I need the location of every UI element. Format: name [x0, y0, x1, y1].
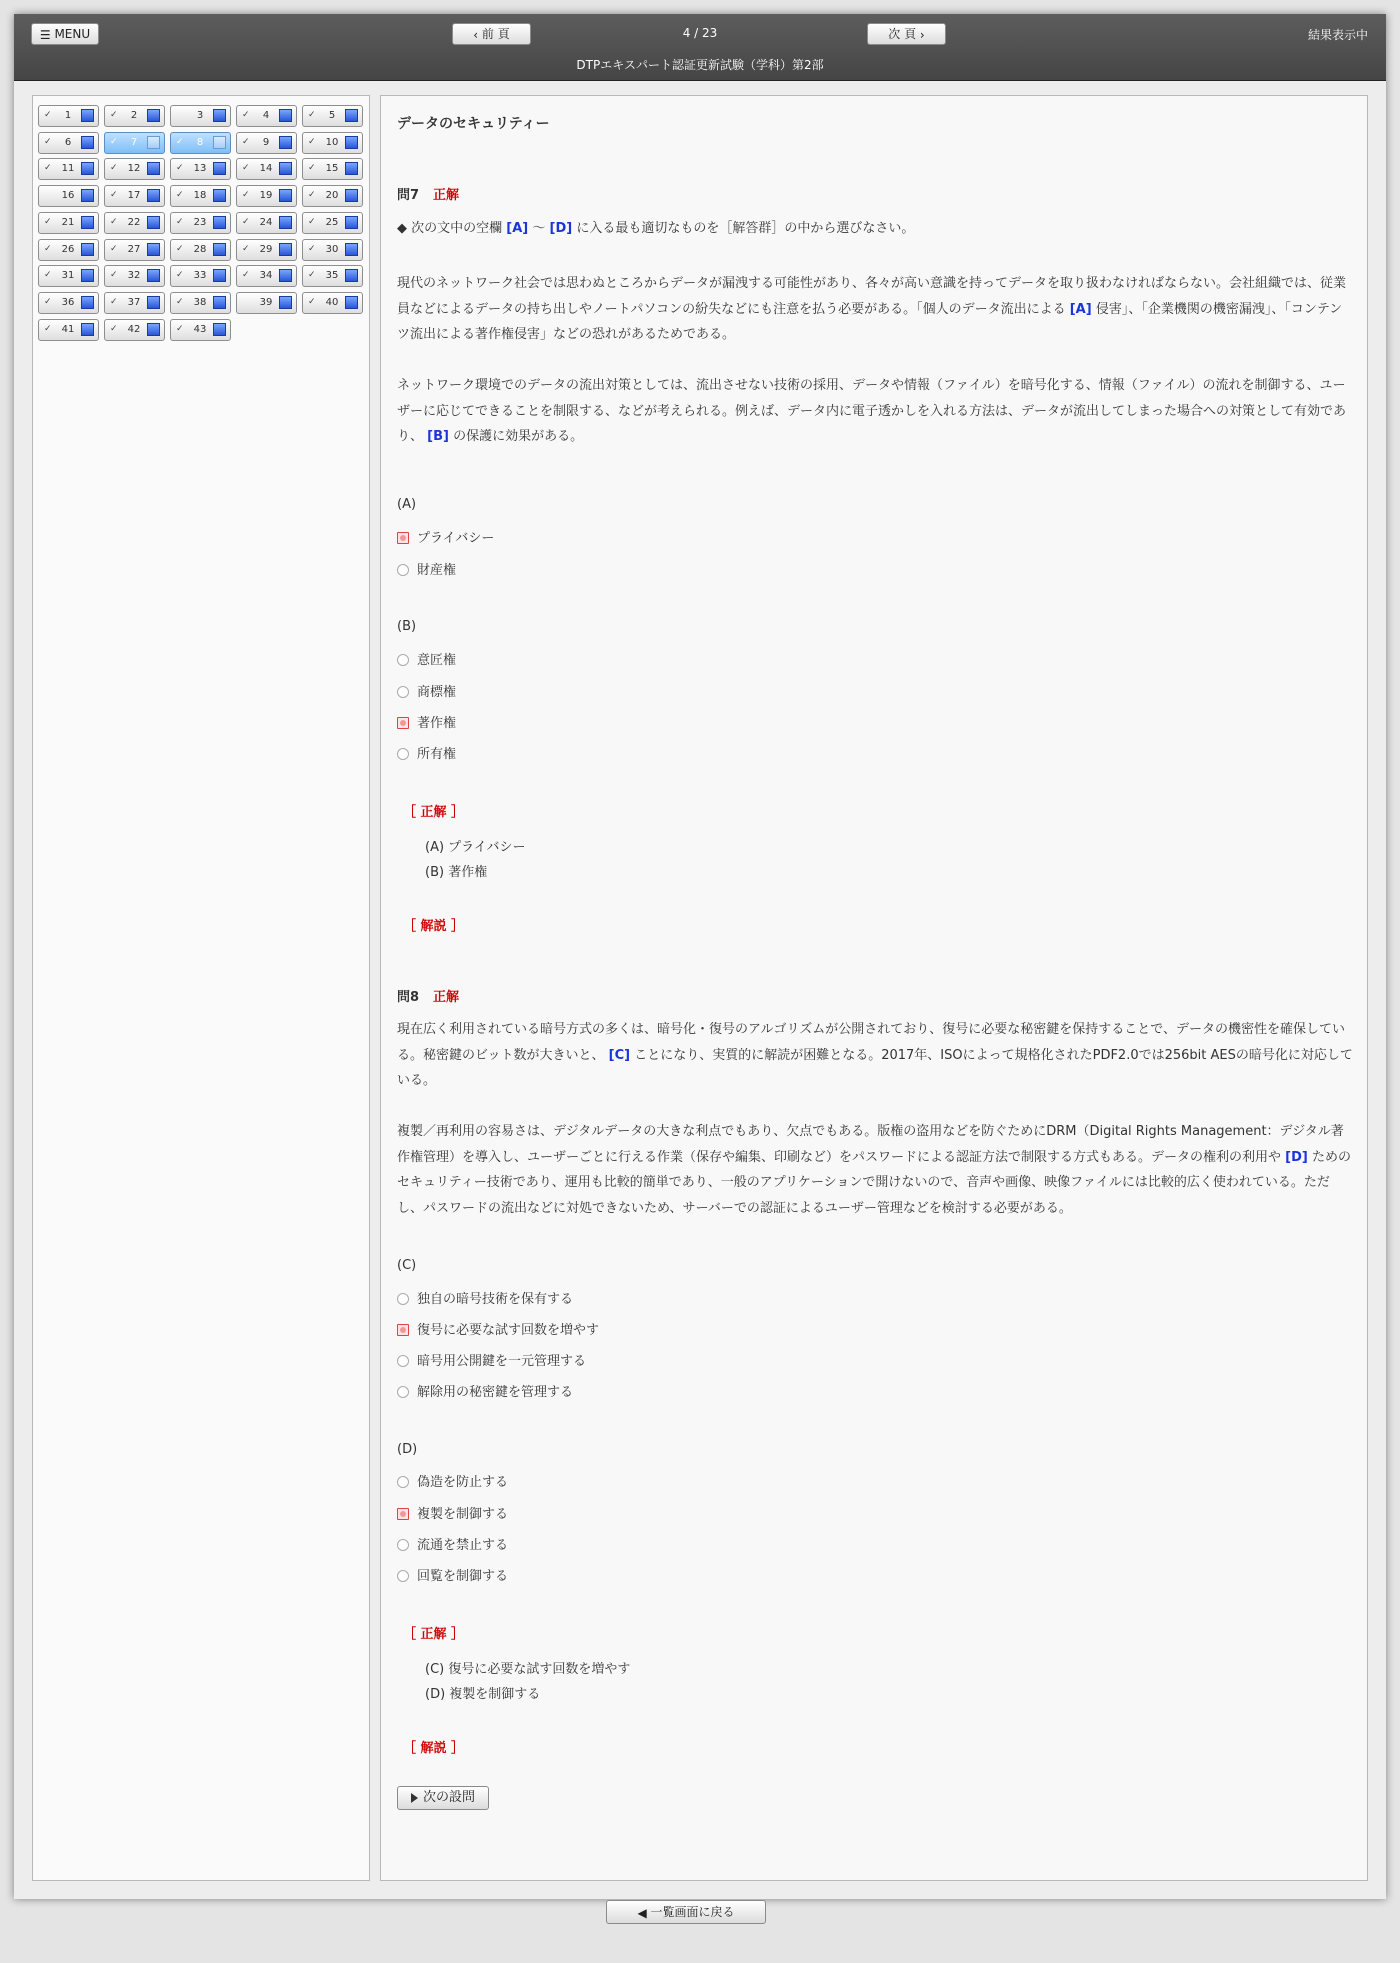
check-icon: ✓	[44, 136, 52, 147]
option-d2[interactable]	[397, 1506, 508, 1524]
q7-p2-text-b: の保護に効果がある。	[453, 429, 584, 444]
question-button-32[interactable]	[104, 265, 165, 287]
question-number: 21	[61, 216, 75, 228]
option-a2[interactable]	[397, 562, 456, 580]
app-frame	[14, 14, 1386, 1899]
question-number: 35	[325, 270, 339, 282]
next-question-label: 次の設問	[422, 1790, 475, 1805]
q8-p2-text-b: ためのセキュリティー技術であり、運用も比較的簡単であり、一般のアプリケーションで開けないので、音声や画像、映像ファイルには比較的広く使われている。ただし、パスワードの流出などに対処できないため、サーバーでの認証によるユーザー管理などを検討する必要がある。	[397, 1149, 1351, 1216]
check-icon: ✓	[44, 243, 52, 254]
option-d3[interactable]	[397, 1537, 508, 1555]
flag-icon	[279, 109, 292, 122]
flag-icon	[147, 216, 160, 229]
flag-icon	[147, 136, 160, 149]
question-number: 19	[259, 190, 273, 202]
flag-icon	[345, 269, 358, 282]
flag-icon	[279, 216, 292, 229]
check-icon: ✓	[308, 243, 316, 254]
question-button-39[interactable]	[236, 292, 297, 314]
instruction-text	[397, 216, 1355, 242]
question-button-29[interactable]	[236, 239, 297, 261]
question-number: 34	[259, 270, 273, 282]
question-number: 1	[64, 110, 72, 121]
flag-icon	[147, 243, 160, 256]
q8-p1-blank: [C]	[608, 1047, 631, 1063]
radio-icon	[397, 1355, 409, 1367]
check-icon: ✓	[110, 216, 118, 227]
check-icon: ✓	[308, 270, 316, 281]
question-button-36[interactable]	[38, 292, 99, 314]
question-number: 24	[259, 216, 273, 228]
question-number: 4	[262, 110, 270, 121]
option-d1[interactable]	[397, 1474, 508, 1492]
check-icon: ✓	[176, 323, 184, 334]
chevron-left-icon: ‹	[473, 27, 479, 42]
check-icon: ✓	[44, 323, 52, 334]
option-label: 復号に必要な試す回数を増やす	[417, 1323, 600, 1338]
selected-radio-icon	[397, 717, 409, 729]
q8-verdict: 正解	[433, 990, 460, 1005]
check-icon: ✓	[176, 190, 184, 201]
q7-paragraph-1	[397, 271, 1355, 348]
flag-icon	[81, 136, 94, 149]
check-icon: ✓	[44, 110, 52, 120]
question-number: 17	[127, 190, 141, 202]
flag-icon	[81, 296, 94, 309]
question-button-31[interactable]	[38, 265, 99, 287]
question-button-34[interactable]	[236, 265, 297, 287]
question-number: 36	[61, 296, 75, 308]
option-label: 財産権	[417, 563, 457, 578]
back-to-list-label: 一覧画面に戻る	[650, 1905, 735, 1919]
flag-icon	[213, 323, 226, 336]
flag-icon	[81, 109, 94, 122]
hamburger-icon: ☰	[39, 27, 51, 42]
question-button-21[interactable]	[38, 212, 99, 234]
blank-d: [D]	[549, 221, 573, 236]
question-button-33[interactable]	[170, 265, 231, 287]
header-bar	[14, 14, 1386, 81]
radio-icon	[397, 686, 409, 698]
question-button-43[interactable]	[170, 319, 231, 341]
circle-arrow-left-icon: ◀	[637, 1905, 647, 1920]
question-button-30[interactable]	[302, 239, 363, 261]
question-number: 37	[127, 296, 141, 308]
check-icon: ✓	[308, 163, 316, 174]
question-number: 18	[193, 190, 207, 202]
flag-icon	[81, 269, 94, 282]
check-icon: ✓	[176, 270, 184, 281]
question-number: 12	[127, 163, 141, 175]
radio-icon	[397, 564, 409, 576]
flag-icon	[279, 269, 292, 282]
option-label: 暗号用公開鍵を一元管理する	[417, 1354, 587, 1369]
q8-p1-text-b: ことになり、実質的に解読が困難となる。2017年、ISOによって規格化されたPDF2.0では256bit AESの暗号化に対応している。	[397, 1047, 1353, 1088]
question-button-10[interactable]	[302, 132, 363, 154]
back-to-list-button[interactable]	[606, 1900, 766, 1924]
next-question-button[interactable]	[397, 1786, 489, 1810]
question-number: 13	[193, 163, 207, 175]
option-b2[interactable]	[397, 684, 456, 702]
q8-p1-text-a: 現在広く利用されている暗号方式の多くは、暗号化・復号のアルゴリズムが公開されており、復号に必要な秘密鍵を保持することで、データの機密性を確保している。秘密鍵のビット数が大きいと、	[397, 1022, 1345, 1063]
q8-paragraph-2	[397, 1119, 1355, 1221]
question-number: 31	[61, 270, 75, 282]
prev-label: 前 頁	[481, 27, 510, 41]
radio-icon	[397, 748, 409, 760]
question-number: 27	[127, 243, 141, 255]
option-label: 意匠権	[417, 653, 457, 668]
q7-p2-blank: [B]	[427, 429, 449, 444]
flag-icon	[213, 162, 226, 175]
check-icon: ✓	[110, 110, 118, 120]
check-icon: ✓	[44, 163, 52, 174]
check-icon: ✓	[176, 296, 184, 307]
option-label: 商標権	[417, 685, 457, 700]
chevron-right-icon	[411, 1793, 418, 1803]
check-icon: ✓	[110, 163, 118, 174]
question-button-35[interactable]	[302, 265, 363, 287]
flag-icon	[81, 243, 94, 256]
question-button-25[interactable]	[302, 212, 363, 234]
instruction-suffix: に入る最も適切なものを［解答群］の中から選びなさい。	[576, 221, 915, 236]
question-button-15[interactable]	[302, 158, 363, 180]
question-number: 30	[325, 243, 339, 255]
question-button-28[interactable]	[170, 239, 231, 261]
question-button-38[interactable]	[170, 292, 231, 314]
question-button-41[interactable]	[38, 319, 99, 341]
check-icon: ✓	[44, 216, 52, 227]
question-panel	[380, 95, 1368, 1881]
check-icon: ✓	[176, 163, 184, 174]
check-icon: ✓	[308, 136, 316, 147]
question-button-17[interactable]	[104, 185, 165, 207]
option-a1[interactable]	[397, 530, 494, 548]
question-button-2[interactable]	[104, 105, 165, 127]
chevron-right-icon: ›	[919, 27, 925, 42]
q7-p1-text-b: 侵害」、「企業機関の機密漏洩」、「コンテンツ流出による著作権侵害」などの恐れがあるためである。	[397, 301, 1343, 342]
flag-icon	[213, 109, 226, 122]
q8-answer-heading: ［ 正解 ］	[403, 1627, 465, 1642]
question-button-24[interactable]	[236, 212, 297, 234]
flag-icon	[81, 216, 94, 229]
flag-icon	[213, 189, 226, 202]
check-icon: ✓	[242, 243, 250, 254]
question-number: 2	[130, 110, 138, 121]
option-label: 独自の暗号技術を保有する	[417, 1292, 574, 1307]
question-number: 43	[193, 323, 207, 335]
radio-icon	[397, 1476, 409, 1488]
check-icon: ✓	[176, 216, 184, 227]
flag-icon	[279, 189, 292, 202]
flag-icon	[147, 109, 160, 122]
question-button-18[interactable]	[170, 185, 231, 207]
option-label: プライバシー	[417, 531, 495, 546]
check-icon: ✓	[308, 190, 316, 201]
question-number: 32	[127, 270, 141, 282]
option-b3[interactable]	[397, 715, 456, 733]
option-c3[interactable]	[397, 1353, 586, 1371]
question-number: 20	[325, 190, 339, 202]
flag-icon	[345, 136, 358, 149]
question-number: 7	[130, 136, 138, 148]
group-c-label: (C)	[397, 1258, 417, 1273]
q7-explanation-heading: ［ 解説 ］	[403, 919, 465, 934]
question-button-19[interactable]	[236, 185, 297, 207]
question-number: 33	[193, 270, 207, 282]
question-navigator	[32, 95, 370, 1881]
prev-page-button[interactable]	[452, 23, 531, 45]
check-icon: ✓	[308, 216, 316, 227]
question-number: 5	[328, 110, 336, 121]
q7-answer-line: (B) 著作権	[425, 865, 488, 880]
exam-title: DTPエキスパート認証更新試験（学科）第2部	[576, 58, 824, 72]
question-button-37[interactable]	[104, 292, 165, 314]
question-number: 28	[193, 243, 207, 255]
question-number: 11	[61, 163, 75, 175]
check-icon: ✓	[44, 296, 52, 307]
question-number: 40	[325, 296, 339, 308]
check-icon: ✓	[176, 136, 184, 147]
option-d4[interactable]	[397, 1568, 508, 1586]
flag-icon	[345, 189, 358, 202]
next-label: 次 頁	[888, 27, 917, 41]
question-button-6[interactable]	[38, 132, 99, 154]
option-label: 偽造を防止する	[417, 1475, 509, 1490]
next-page-button[interactable]	[867, 23, 946, 45]
flag-icon	[81, 162, 94, 175]
question-number: 42	[127, 323, 141, 335]
check-icon: ✓	[242, 110, 250, 120]
option-c4[interactable]	[397, 1384, 573, 1402]
flag-icon	[279, 296, 292, 309]
check-icon: ✓	[242, 136, 250, 147]
selected-radio-icon	[397, 532, 409, 544]
question-number: 41	[61, 323, 75, 335]
flag-icon	[279, 162, 292, 175]
q7-p1-text-a: 現代のネットワーク社会では思わぬところからデータが漏洩する可能性があり、各々が高い意識を持ってデータを取り扱わなければならない。会社組織では、従業員などによるデータの持ち出しやノートパソコンの紛失などにも注意を払う必要がある。「個人のデータ流出による	[397, 276, 1347, 317]
question-button-27[interactable]	[104, 239, 165, 261]
instruction-tilde: 〜	[528, 221, 550, 236]
menu-label: MENU	[54, 27, 91, 41]
q8-p2-text-a: 複製／再利用の容易さは、デジタルデータの大きな利点でもあり、欠点でもある。版権の盗用などを防ぐためにDRM（Digital Rights Management：デジタル著作権管理）を導入し、ユーザーごとに行える作業（保存や編集、印刷など）をパスワードによる認証方法で制限する方式もある。データの権利の利用や	[397, 1124, 1344, 1165]
question-number: 26	[61, 243, 75, 255]
group-d-label: (D)	[397, 1442, 418, 1457]
radio-icon	[397, 1293, 409, 1305]
check-icon: ✓	[242, 163, 250, 174]
question-number: 10	[325, 136, 339, 148]
check-icon: ✓	[110, 136, 118, 147]
flag-icon	[147, 269, 160, 282]
selected-radio-icon	[397, 1324, 409, 1336]
flag-icon	[345, 162, 358, 175]
q8-p2-blank: [D]	[1285, 1149, 1308, 1165]
q8-answer-line: (D) 複製を制御する	[425, 1687, 541, 1702]
q7-p1-blank: [A]	[1069, 301, 1092, 317]
option-b4[interactable]	[397, 746, 456, 764]
question-number: 23	[193, 216, 207, 228]
radio-icon	[397, 1386, 409, 1398]
check-icon: ✓	[242, 190, 250, 201]
q7-p2-text-a: ネットワーク環境でのデータの流出対策としては、流出させない技術の採用、データや情報（ファイル）を暗号化する、情報（ファイル）の流れを制御する、ユーザーに応じてできることを制限する、などが考えられる。例えば、データ内に電子透かしを入れる方法は、データが流出してしまった場合への対策として有効であり、	[397, 378, 1347, 444]
check-icon: ✓	[110, 323, 118, 334]
flag-icon	[147, 162, 160, 175]
question-button-7[interactable]	[104, 132, 165, 154]
q7-answer-line: (A) プライバシー	[425, 840, 526, 855]
radio-icon	[397, 1570, 409, 1582]
check-icon: ✓	[110, 243, 118, 254]
check-icon: ✓	[110, 296, 118, 307]
selected-radio-icon	[397, 1508, 409, 1520]
question-button-22[interactable]	[104, 212, 165, 234]
check-icon: ✓	[110, 270, 118, 281]
check-icon: ✓	[176, 243, 184, 254]
flag-icon	[279, 136, 292, 149]
question-button-16[interactable]	[38, 185, 99, 207]
question-button-5[interactable]	[302, 105, 363, 127]
group-b-label: (B)	[397, 619, 417, 634]
question-button-13[interactable]	[170, 158, 231, 180]
question-number: 8	[196, 136, 204, 148]
check-icon: ✓	[308, 110, 316, 120]
q7-label: 問7	[397, 188, 420, 203]
question-button-8[interactable]	[170, 132, 231, 154]
question-button-1[interactable]	[38, 105, 99, 127]
flag-icon	[147, 296, 160, 309]
q8-explanation-heading: ［ 解説 ］	[403, 1741, 465, 1756]
flag-icon	[147, 189, 160, 202]
q7-heading	[397, 184, 459, 203]
question-button-14[interactable]	[236, 158, 297, 180]
question-button-11[interactable]	[38, 158, 99, 180]
q8-paragraph-1	[397, 1017, 1355, 1094]
flag-icon	[279, 243, 292, 256]
option-b1[interactable]	[397, 652, 456, 670]
question-number: 9	[262, 136, 270, 148]
question-button-4[interactable]	[236, 105, 297, 127]
question-number: 29	[259, 243, 273, 255]
question-number: 16	[61, 190, 75, 202]
flag-icon	[147, 323, 160, 336]
check-icon: ✓	[110, 190, 118, 201]
check-icon: ✓	[242, 270, 250, 281]
question-number: 6	[64, 136, 72, 148]
flag-icon	[345, 243, 358, 256]
q8-answer-line: (C) 復号に必要な試す回数を増やす	[425, 1662, 631, 1677]
status-text: 結果表示中	[1307, 28, 1368, 42]
flag-icon	[345, 216, 358, 229]
check-icon: ✓	[242, 216, 250, 227]
menu-button[interactable]	[31, 23, 99, 45]
flag-icon	[345, 296, 358, 309]
question-button-12[interactable]	[104, 158, 165, 180]
flag-icon	[213, 136, 226, 149]
option-label: 所有権	[417, 747, 457, 762]
question-button-20[interactable]	[302, 185, 363, 207]
page-counter: 4 / 23	[682, 26, 718, 40]
question-button-42[interactable]	[104, 319, 165, 341]
option-label: 著作権	[417, 716, 457, 731]
radio-icon	[397, 654, 409, 666]
group-a-label: (A)	[397, 497, 417, 512]
flag-icon	[81, 323, 94, 336]
flag-icon	[213, 296, 226, 309]
question-button-40[interactable]	[302, 292, 363, 314]
question-number: 39	[259, 296, 273, 308]
question-number: 15	[325, 163, 339, 175]
check-icon: ✓	[308, 296, 316, 307]
option-c2[interactable]	[397, 1322, 599, 1340]
question-number: 22	[127, 216, 141, 228]
question-button-3[interactable]	[170, 105, 231, 127]
question-number: 25	[325, 216, 339, 228]
question-button-9[interactable]	[236, 132, 297, 154]
option-label: 回覧を制御する	[417, 1569, 509, 1584]
flag-icon	[213, 216, 226, 229]
check-icon: ✓	[44, 270, 52, 281]
flag-icon	[213, 269, 226, 282]
q7-paragraph-2	[397, 373, 1355, 450]
option-label: 複製を制御する	[417, 1507, 509, 1522]
flag-icon	[345, 109, 358, 122]
flag-icon	[213, 243, 226, 256]
q8-label: 問8	[397, 990, 420, 1005]
question-number: 38	[193, 296, 207, 308]
question-button-23[interactable]	[170, 212, 231, 234]
instruction-prefix: ◆ 次の文中の空欄	[397, 221, 503, 236]
option-c1[interactable]	[397, 1291, 573, 1309]
option-label: 解除用の秘密鍵を管理する	[417, 1385, 574, 1400]
question-number: 3	[196, 110, 204, 121]
q7-verdict: 正解	[433, 188, 460, 203]
blank-a: [A]	[506, 221, 529, 236]
question-button-26[interactable]	[38, 239, 99, 261]
section-title: データのセキュリティー	[397, 116, 550, 132]
question-number: 14	[259, 163, 273, 175]
flag-icon	[81, 189, 94, 202]
option-label: 流通を禁止する	[417, 1538, 509, 1553]
radio-icon	[397, 1539, 409, 1551]
q8-heading	[397, 986, 459, 1005]
q7-answer-heading: ［ 正解 ］	[403, 805, 465, 820]
